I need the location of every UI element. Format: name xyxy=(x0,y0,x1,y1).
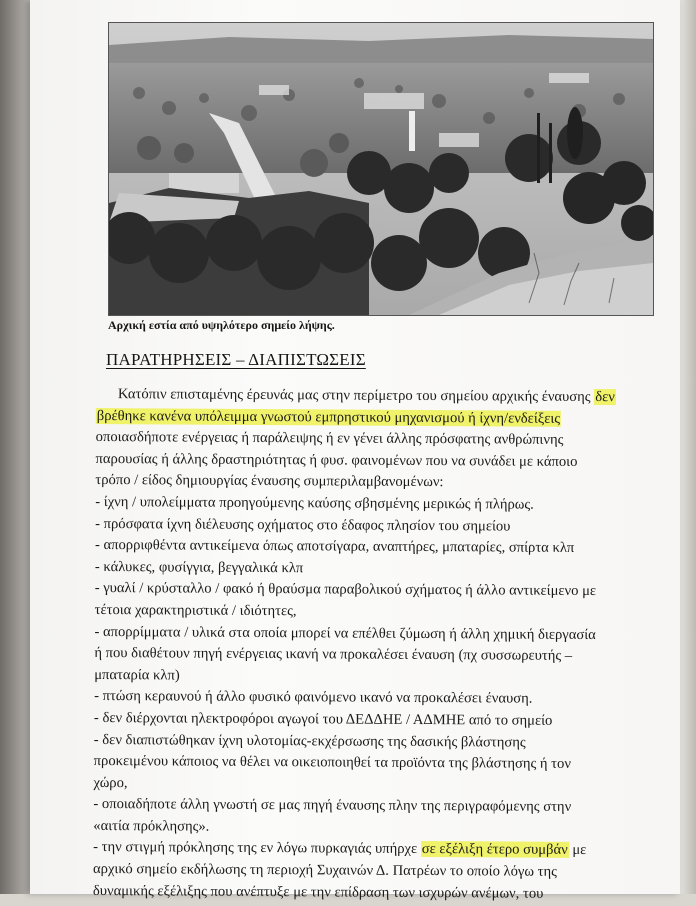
list-item: - δεν διαπιστώθηκαν ίχνη υλοτομίας-εκχέρσωσης της δασικής βλάστησης xyxy=(93,731,526,751)
highlighted-text: σε εξέλιξη έτερο συμβάν xyxy=(421,841,568,859)
text-segment: - την στιγμή πρόκλησης της εν λόγω πυρκαγιάς υπήρχε xyxy=(93,839,421,858)
text-line: τέτοια χαρακτηριστικά / ιδιότητες, xyxy=(94,601,297,620)
text-line: προκειμένου κάποιος να θέλει να οικειοποιηθεί τα προϊόντα της βλάστησης ή τον xyxy=(93,753,572,773)
text-segment: Κατόπιν επισταμένης έρευνάς μας στην περίμετρο του σημείου αρχικής έναυσης xyxy=(117,386,595,406)
text-line xyxy=(96,384,668,409)
list-item: - απορριφθέντα αντικείμενα όπως αποτσίγαρα, αναπτήρες, μπαταρίες, σπίρτα κλπ xyxy=(94,537,575,557)
list-item: - απορρίμματα / υλικά στα οποία μπορεί να επέλθει ζύμωση ή άλλη χημική διεργασία xyxy=(94,623,596,643)
list-item: - γυαλί / κρύσταλλο / φακό ή θραύσμα παραβολικού σχήματος ή άλλο αντικείμενο με xyxy=(94,580,597,600)
list-item: - οποιαδήποτε άλλη γνωστή σε μας πηγή έναυσης πλην της περιγραφόμενης στην xyxy=(93,796,572,816)
desk-right-edge xyxy=(678,0,696,894)
text-line: δυναμικής εξέλιξης που ανέπτυξε με την επίδραση των ισχυρών ανέμων, του xyxy=(92,882,544,902)
photo-caption: Αρχική εστία από υψηλότερο σημείο λήψης. xyxy=(108,318,335,332)
section-heading: ΠΑΡΑΤΗΡΗΣΕΙΣ – ΔΙΑΠΙΣΤΩΣΕΙΣ xyxy=(106,350,366,369)
text-line: «αιτία πρόκλησης». xyxy=(93,817,210,835)
text-line: οποιασδήποτε ενέργειας ή παράλειψης ή εν γένει άλλης πρόσφατης ανθρώπινης xyxy=(95,429,564,449)
text-line: μπαταρία κλπ) xyxy=(94,666,180,684)
text-line: παρουσίας ή άλλης δραστηριότητας ή φυσ. φαινομένων που να συνάδει με κάποιο xyxy=(95,450,578,470)
highlighted-text: βρέθηκε κανένα υπόλειμμα γνωστού εμπρηστικού μηχανισμού ή ίχνη/ενδείξεις xyxy=(96,407,561,427)
list-item: - πρόσφατα ίχνη διέλευσης οχήματος στο έδαφος πλησίον του σημείου xyxy=(95,515,511,535)
list-item: - κάλυκες, φυσίγγια, βεγγαλικά κλπ xyxy=(94,558,304,577)
list-item: - ίχνη / υπολείμματα προηγούμενης καύσης σβησμένης μερικώς ή πλήρως. xyxy=(95,493,534,513)
text-segment: με xyxy=(568,842,587,859)
list-item: - πτώση κεραυνού ή άλλο φυσικό φαινόμενο ικανό να προκαλέσει έναυση. xyxy=(94,688,533,707)
observations-body xyxy=(93,384,668,906)
text-line: τρόπο / είδος δημιουργίας έναυσης συμπεριλαμβανομένων: xyxy=(95,472,444,491)
highlighted-text: δεν xyxy=(595,389,615,406)
landscape-photo xyxy=(108,22,654,316)
text-line: ή που διαθέτουν πηγή ενέργειας ικανή να προκαλέσει έναυση (πχ συσσωρευτής – xyxy=(94,645,573,665)
text-line: χώρο, xyxy=(93,774,128,791)
list-item: - δεν διέρχονται ηλεκτροφόροι αγωγοί του ΔΕΔΔΗΕ / ΑΔΜΗΕ από το σημείο xyxy=(93,709,553,729)
text-line: αρχικό σημείο εκδήλωσης τη περιοχή Συχαινών Δ. Πατρέων το οποίο λόγω της xyxy=(92,861,557,880)
landscape-photo-drawing xyxy=(109,23,653,315)
